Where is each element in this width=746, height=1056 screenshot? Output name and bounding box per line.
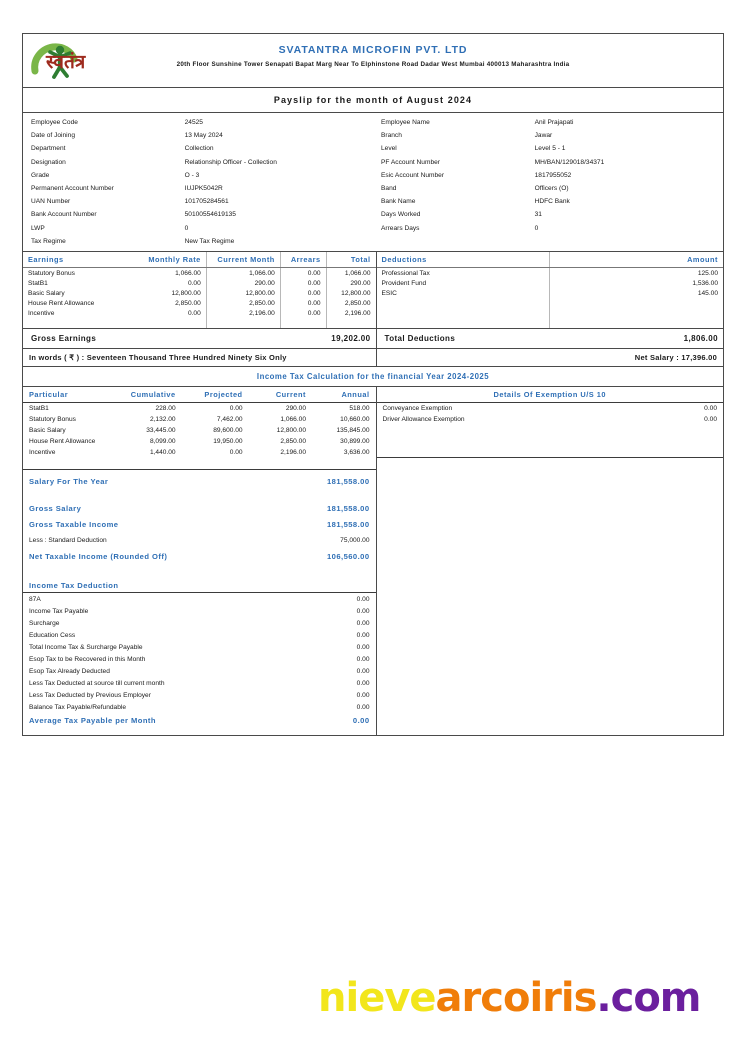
earning-arrears: 0.00	[280, 298, 326, 308]
detail-label: Bank Name	[381, 198, 416, 206]
list-item	[23, 629, 376, 641]
earning-monthly-rate: 12,800.00	[171, 289, 201, 297]
list-item	[23, 605, 376, 617]
list-item	[23, 665, 376, 677]
watermark-part-three: .com	[596, 975, 701, 1021]
itd-value: 0.00	[356, 691, 370, 699]
gross-earnings-value: 19,202.00	[331, 334, 371, 344]
company-logo-text: स्वतंत्र	[46, 51, 86, 73]
in-words-row	[23, 349, 723, 367]
detail-label: Tax Regime	[31, 237, 66, 245]
company-logo	[29, 38, 147, 85]
detail-row	[381, 156, 715, 169]
detail-label: Employee Code	[31, 119, 78, 126]
net-taxable-income-value: 106,560.00	[326, 552, 370, 562]
detail-value: 101705284561	[184, 198, 229, 206]
tax-projected: 89,600.00	[213, 427, 243, 435]
table-row-spacer	[23, 318, 376, 328]
spacer-cell	[139, 318, 206, 328]
list-item	[23, 593, 376, 605]
detail-row	[31, 235, 365, 248]
table-row	[23, 403, 376, 415]
detail-value: New Tax Regime	[184, 237, 235, 245]
tax-particular-table	[23, 387, 376, 470]
table-row-rule	[23, 458, 376, 470]
gross-taxable-income-value: 181,558.00	[326, 520, 370, 530]
itd-label: Education Cess	[29, 631, 76, 639]
standard-deduction-row	[29, 533, 370, 549]
itd-value: 0.00	[356, 643, 370, 651]
tax-annual: 3,636.00	[343, 449, 370, 457]
detail-value: 50100554619135	[184, 211, 236, 219]
detail-label: Date of Joining	[31, 132, 75, 140]
tax-current: 1,066.00	[280, 416, 307, 424]
gross-salary-row	[29, 501, 370, 517]
earnings-table	[23, 252, 377, 328]
payslip-title: Payslip for the month of August 2024	[23, 88, 723, 113]
detail-value: Officers (O)	[534, 185, 569, 193]
deduction-name: Professional Tax	[381, 269, 430, 277]
tax-particular: StatB1	[29, 405, 49, 413]
table-row	[23, 298, 376, 308]
net-taxable-income-label: Net Taxable Income (Rounded Off)	[29, 552, 168, 562]
table-row-spacer	[377, 308, 724, 318]
spacer-cell	[326, 318, 375, 328]
income-tax-deduction-list	[23, 593, 376, 729]
earning-monthly-rate: 1,066.00	[175, 269, 201, 277]
list-item	[377, 414, 724, 425]
income-tax-left-panel	[23, 387, 377, 735]
earning-name: StatB1	[28, 279, 48, 287]
detail-value: 24525	[184, 119, 203, 126]
deductions-table	[377, 252, 724, 328]
tax-projected: 0.00	[229, 405, 243, 413]
earnings-header-name: Earnings	[23, 252, 139, 268]
detail-value: 1817955052	[534, 171, 572, 179]
salary-for-the-year-row	[29, 474, 370, 490]
salary-for-the-year-label: Salary For The Year	[29, 477, 109, 487]
spacer-cell	[206, 318, 280, 328]
table-row	[23, 436, 376, 447]
tax-annual: 10,660.00	[340, 416, 370, 424]
itd-value: 0.00	[356, 703, 370, 711]
exemption-value: 0.00	[704, 405, 717, 413]
earning-current-month: 12,800.00	[206, 288, 280, 298]
exemption-title: Details Of Exemption U/S 10	[377, 387, 724, 403]
detail-value: Relationship Officer - Collection	[184, 158, 277, 166]
table-row	[23, 447, 376, 458]
watermark-part-one: nieve	[318, 975, 436, 1021]
totals-row	[23, 329, 723, 349]
itd-label: Income Tax Payable	[29, 607, 89, 615]
earning-current-month: 2,850.00	[206, 298, 280, 308]
tax-cumulative: 2,132.00	[149, 416, 176, 424]
list-item	[23, 653, 376, 665]
detail-label: Bank Account Number	[31, 211, 97, 219]
income-tax-deduction-title: Income Tax Deduction	[23, 577, 376, 593]
spacer-cell	[377, 298, 550, 308]
itd-value: 0.00	[356, 595, 370, 603]
exemption-value: 0.00	[704, 416, 717, 424]
list-item	[23, 677, 376, 689]
detail-row	[31, 169, 365, 182]
gross-salary-value: 181,558.00	[326, 504, 370, 514]
company-details	[147, 38, 599, 68]
detail-label: Department	[31, 145, 66, 153]
tax-current: 2,196.00	[280, 449, 307, 457]
tax-particular: Statutory Bonus	[29, 416, 76, 424]
employee-details-right	[373, 116, 723, 248]
detail-value: O - 3	[184, 171, 200, 179]
tax-header-projected: Projected	[182, 387, 249, 403]
earning-name: Incentive	[28, 309, 55, 317]
detail-row	[381, 195, 715, 208]
exemption-label: Driver Allowance Exemption	[382, 416, 465, 424]
detail-label: Designation	[31, 158, 66, 166]
gross-taxable-income-label: Gross Taxable Income	[29, 520, 119, 530]
table-row	[23, 278, 376, 288]
deduction-amount: 145.00	[550, 288, 723, 298]
detail-label: PF Account Number	[381, 158, 441, 166]
detail-row	[31, 129, 365, 142]
deduction-amount: 125.00	[550, 268, 723, 279]
earning-arrears: 0.00	[280, 278, 326, 288]
detail-value: IUJPK5042R	[184, 185, 223, 193]
itd-label: Esop Tax Already Deducted	[29, 667, 110, 675]
earnings-header-total: Total	[326, 252, 375, 268]
list-item	[377, 403, 724, 414]
tax-annual: 135,845.00	[336, 427, 370, 435]
detail-value: MH/BAN/129018/34371	[534, 158, 605, 166]
detail-row	[381, 142, 715, 155]
earnings-header-arrears: Arrears	[280, 252, 326, 268]
detail-label: Band	[381, 185, 397, 193]
itd-label: Esop Tax to be Recovered in this Month	[29, 655, 146, 663]
table-row	[23, 308, 376, 318]
total-deductions-value: 1,806.00	[683, 334, 718, 344]
detail-label: LWP	[31, 224, 45, 232]
spacer-cell	[550, 298, 723, 308]
tax-annual: 30,899.00	[340, 438, 370, 446]
average-tax-payable-label: Average Tax Payable per Month	[29, 716, 156, 726]
tax-header-particular: Particular	[23, 387, 115, 403]
total-deductions-label: Total Deductions	[384, 334, 456, 344]
detail-label: Permanent Account Number	[31, 185, 114, 193]
earning-total: 2,850.00	[326, 298, 375, 308]
detail-label: Grade	[31, 171, 50, 179]
detail-value: HDFC Bank	[534, 198, 570, 206]
watermark-part-two: arcoiris	[435, 975, 597, 1021]
earning-total: 290.00	[326, 278, 375, 288]
detail-row	[31, 195, 365, 208]
gross-salary-label: Gross Salary	[29, 504, 82, 514]
total-deductions-block	[377, 329, 724, 348]
net-salary: Net Salary : 17,396.00	[634, 353, 717, 363]
earning-current-month: 290.00	[206, 278, 280, 288]
spacer-cell	[280, 318, 326, 328]
list-item	[23, 641, 376, 653]
detail-row	[381, 222, 715, 235]
detail-row	[381, 169, 715, 182]
spacer-cell	[23, 318, 139, 328]
tax-annual: 518.00	[349, 405, 370, 413]
detail-label: Arrears Days	[381, 224, 420, 232]
itd-value: 0.00	[356, 607, 370, 615]
tax-particular: Incentive	[29, 449, 56, 457]
tax-current: 290.00	[285, 405, 307, 413]
income-tax-section	[23, 387, 723, 735]
tax-cumulative: 8,099.00	[149, 438, 176, 446]
table-row	[377, 268, 724, 279]
spacer-cell	[312, 458, 375, 470]
tax-cumulative: 228.00	[155, 405, 176, 413]
spacer-cell	[377, 308, 550, 318]
detail-row	[31, 156, 365, 169]
standard-deduction-label: Less : Standard Deduction	[29, 537, 107, 545]
panel-tail	[23, 729, 376, 735]
standard-deduction-value: 75,000.00	[340, 537, 370, 545]
detail-row	[31, 142, 365, 155]
exemption-divider	[377, 457, 724, 458]
deduction-name: ESIC	[381, 289, 397, 297]
detail-value: Level 5 - 1	[534, 145, 566, 153]
deduction-amount: 1,536.00	[550, 278, 723, 288]
itd-value: 0.00	[356, 655, 370, 663]
itd-label: 87A	[29, 595, 41, 603]
earning-arrears: 0.00	[280, 288, 326, 298]
average-tax-payable-value: 0.00	[352, 716, 370, 726]
detail-label: Esic Account Number	[381, 171, 445, 179]
document-header	[23, 34, 723, 88]
spacer-cell	[550, 318, 723, 328]
earning-total: 12,800.00	[326, 288, 375, 298]
employee-details	[23, 113, 723, 252]
detail-value: 31	[534, 211, 542, 219]
earning-arrears: 0.00	[280, 308, 326, 318]
gross-taxable-income-row	[29, 517, 370, 533]
spacer-cell	[377, 318, 550, 328]
spacer-cell	[550, 308, 723, 318]
detail-label: Days Worked	[381, 211, 421, 219]
deductions-header-name: Deductions	[377, 252, 550, 268]
earning-current-month: 2,196.00	[206, 308, 280, 318]
itd-value: 0.00	[356, 619, 370, 627]
list-item	[23, 701, 376, 713]
detail-label: Level	[381, 145, 397, 153]
detail-row	[31, 222, 365, 235]
earnings-deductions-section	[23, 252, 723, 329]
table-row	[377, 278, 724, 288]
tax-current: 12,800.00	[276, 427, 307, 435]
deductions-header-amount: Amount	[550, 252, 723, 268]
deduction-name: Provident Fund	[381, 279, 427, 287]
earning-monthly-rate: 2,850.00	[175, 299, 201, 307]
itd-label: Balance Tax Payable/Refundable	[29, 703, 127, 711]
earning-name: Statutory Bonus	[28, 269, 75, 277]
earning-current-month: 1,066.00	[206, 268, 280, 279]
tax-cumulative: 33,445.00	[146, 427, 176, 435]
list-item	[23, 689, 376, 701]
table-row	[23, 414, 376, 425]
detail-row	[31, 208, 365, 221]
income-tax-banner: Income Tax Calculation for the financial Year 2024-2025	[23, 367, 723, 387]
detail-row	[381, 208, 715, 221]
tax-particular: Basic Salary	[29, 427, 66, 435]
itd-value: 0.00	[356, 679, 370, 687]
itd-label: Surcharge	[29, 619, 60, 627]
detail-row	[381, 182, 715, 195]
spacer-cell	[23, 458, 115, 470]
detail-row	[381, 116, 715, 129]
tax-header-cumulative: Cumulative	[115, 387, 182, 403]
salary-for-the-year-value: 181,558.00	[326, 477, 370, 487]
detail-row	[31, 116, 365, 129]
payslip-document	[22, 33, 724, 736]
detail-value: Jawar	[534, 132, 553, 140]
detail-label: UAN Number	[31, 198, 71, 206]
tax-projected: 7,462.00	[216, 416, 243, 424]
spacer-cell	[249, 458, 312, 470]
exemption-label: Conveyance Exemption	[382, 405, 453, 413]
table-row-spacer	[377, 298, 724, 308]
tax-projected: 0.00	[229, 449, 243, 457]
detail-value: 0	[534, 224, 539, 232]
earning-name: Basic Salary	[28, 289, 65, 297]
earnings-header-monthly-rate: Monthly Rate	[139, 252, 206, 268]
company-address: 20th Floor Sunshine Tower Senapati Bapat Marg Near To Elphinstone Road Dadar West Mumbai 400013 Maharashtra India	[176, 61, 570, 68]
salary-summary	[23, 470, 376, 567]
detail-value: Anil Prajapati	[534, 119, 574, 126]
earnings-header-current-month: Current Month	[206, 252, 280, 268]
tax-particular: House Rent Allowance	[29, 438, 96, 446]
detail-label: Branch	[381, 132, 402, 140]
itd-label: Less Tax Deducted by Previous Employer	[29, 691, 151, 699]
summary-gap	[29, 490, 370, 501]
table-row-spacer	[377, 318, 724, 328]
itd-value: 0.00	[356, 631, 370, 639]
earning-arrears: 0.00	[280, 268, 326, 279]
list-item	[23, 617, 376, 629]
site-watermark	[318, 975, 700, 1021]
amount-in-words: In words ( ₹ ) : Seventeen Thousand Three Hundred Ninety Six Only	[23, 349, 377, 366]
gross-earnings-block	[23, 329, 377, 348]
table-row	[23, 288, 376, 298]
detail-value: 13 May 2024	[184, 132, 223, 140]
itd-value: 0.00	[356, 667, 370, 675]
table-row	[23, 268, 376, 279]
employee-details-left	[23, 116, 373, 248]
tax-header-annual: Annual	[312, 387, 375, 403]
detail-row	[31, 182, 365, 195]
detail-value: 0	[184, 224, 189, 232]
spacer-cell	[115, 458, 182, 470]
earning-total: 2,196.00	[326, 308, 375, 318]
tax-cumulative: 1,440.00	[149, 449, 176, 457]
exemption-panel	[377, 387, 724, 735]
table-row	[377, 288, 724, 298]
itd-label: Total Income Tax & Surcharge Payable	[29, 643, 143, 651]
net-taxable-income-row	[29, 549, 370, 565]
tax-projected: 19,950.00	[213, 438, 243, 446]
gross-earnings-label: Gross Earnings	[31, 334, 97, 344]
average-tax-payable-row	[23, 713, 376, 729]
detail-row	[381, 129, 715, 142]
earning-monthly-rate: 0.00	[187, 309, 201, 317]
detail-value: Collection	[184, 145, 214, 153]
company-name: SVATANTRA MICROFIN PVT. LTD	[278, 44, 468, 56]
spacer-cell	[182, 458, 249, 470]
earning-name: House Rent Allowance	[28, 299, 95, 307]
earning-total: 1,066.00	[326, 268, 375, 279]
itd-label: Less Tax Deducted at source till current month	[29, 679, 165, 687]
detail-label: Employee Name	[381, 119, 430, 126]
earning-monthly-rate: 0.00	[187, 279, 201, 287]
tax-header-current: Current	[249, 387, 312, 403]
tax-current: 2,850.00	[280, 438, 307, 446]
table-row	[23, 425, 376, 436]
